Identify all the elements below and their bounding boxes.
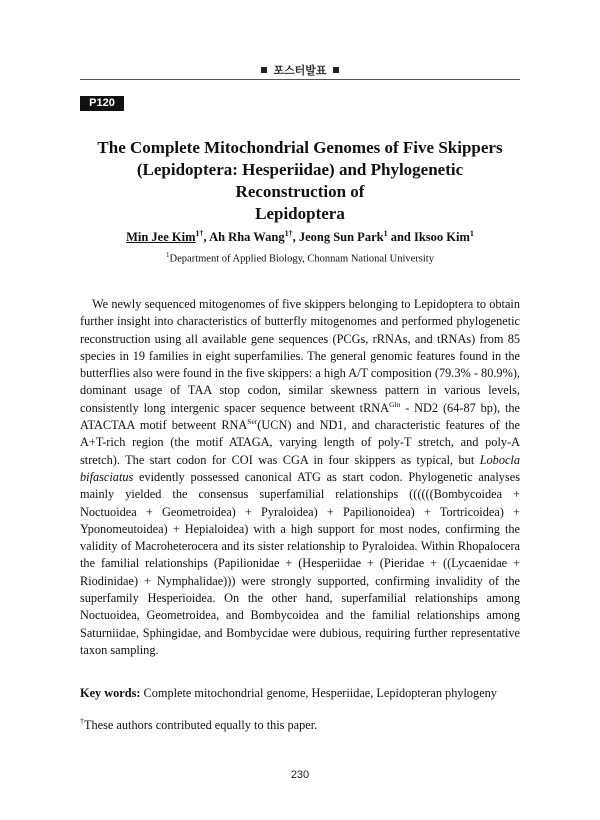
abstract-text: - ND2 (64-87 bp), the ATACTAA motif betweent RNA xyxy=(80,400,520,433)
affiliation xyxy=(80,251,520,265)
author-list xyxy=(80,229,520,245)
affiliation-text: Department of Applied Biology, Chonnam National University xyxy=(169,253,434,265)
abstract-superscript: Gln xyxy=(389,399,401,409)
keywords-text: Complete mitochondrial genome, Hesperiidae, Lepidopteran phylogeny xyxy=(140,686,497,700)
author-separator: , xyxy=(292,230,299,245)
author-name: Iksoo Kim xyxy=(413,230,470,245)
affiliation-mark: 1 xyxy=(166,251,170,259)
abstract-text: We newly sequenced mitogenomes of five skippers belonging to Lepidoptera to obtain further insight into characteristics of butterfly mitogenomes and performed phylogenetic reconstruction using all available gene sequences (PCGs, rRNAs, and tRNAs) from 85 species in 19 families in eight superfamilies. The general genomic features found in the butterflies also were found in the five skippers: a high A/T composition (79.3% - 80.9%), dominant usage of TAA stop codon, similar skewness pattern in various levels, consistently long intergenic spacer sequence betweent tRNA xyxy=(80,297,520,415)
abstract-text: (UCN) and ND1, and characteristic features of the A+T-rich region (the motif ATAGA, varying length of poly-T stretch, and poly-A stretch). The start codon for COI was CGA in four skippers as typical, but xyxy=(80,418,520,467)
author-affiliation-mark: 1† xyxy=(284,229,293,238)
author-name: Jeong Sun Park xyxy=(298,230,384,245)
author-separator: , xyxy=(203,230,210,245)
keywords xyxy=(80,686,520,701)
footnote-text: These authors contributed equally to this paper. xyxy=(84,718,318,733)
header-rule xyxy=(80,79,520,80)
title-line: Lepidoptera xyxy=(255,204,345,223)
author-name: Min Jee Kim xyxy=(126,230,196,245)
author-affiliation-mark: 1† xyxy=(195,229,204,238)
page-number: 230 xyxy=(290,769,310,781)
section-header-label: 포스터발표 xyxy=(273,64,327,77)
square-bullet-icon xyxy=(261,67,267,73)
footnote xyxy=(80,717,520,733)
species-name: Lobocla bifasciatus xyxy=(80,452,520,484)
author-affiliation-mark: 1 xyxy=(383,229,388,238)
keywords-label: Key words: xyxy=(80,686,141,700)
abstract-body xyxy=(80,296,520,659)
abstract-superscript: Ser xyxy=(247,416,258,426)
square-bullet-icon xyxy=(333,67,339,73)
paper-title xyxy=(80,137,520,225)
author-affiliation-mark: 1 xyxy=(469,229,474,238)
title-line: (Lepidoptera: Hesperiidae) and Phylogenetic Reconstruction of xyxy=(136,160,464,201)
abstract-text: evidently possessed canonical ATG as start codon. Phylogenetic analyses mainly yielded the consensus superfamilial relationships ((((((Bombycoidea + Noctuoidea + Geometroidea) + Pyraloidea) + Papilionoidea) + Tortricoidea) + Yponomeutoidea) + Hepialoidea) with a high support for most nodes, confirming the validity of Macroheterocera and its sister relationship to Pyraloidea. Within Rhopalocera the familial relationships (Papilionidae + (Hesperiidae + (Pieridae + ((Lycaenidae + Riodinidae) + Nymphalidae))) were strongly supported, confirming invalidity of the superfamily Hesperioidea. On the other hand, superfamilial relationships among Noctuoidea, Geometroidea, and Bombycoidea and the familial relationships among Saturniidae, Sphingidae, and Bombycidae were dubious, requiring further representative taxon sampling. xyxy=(80,469,520,657)
title-line: The Complete Mitochondrial Genomes of Five Skippers xyxy=(97,138,503,157)
footnote-mark: † xyxy=(80,717,84,726)
section-header xyxy=(0,62,600,78)
author-name: Ah Rha Wang xyxy=(209,230,285,245)
poster-id-badge: P120 xyxy=(80,96,124,111)
author-separator: and xyxy=(387,230,414,245)
